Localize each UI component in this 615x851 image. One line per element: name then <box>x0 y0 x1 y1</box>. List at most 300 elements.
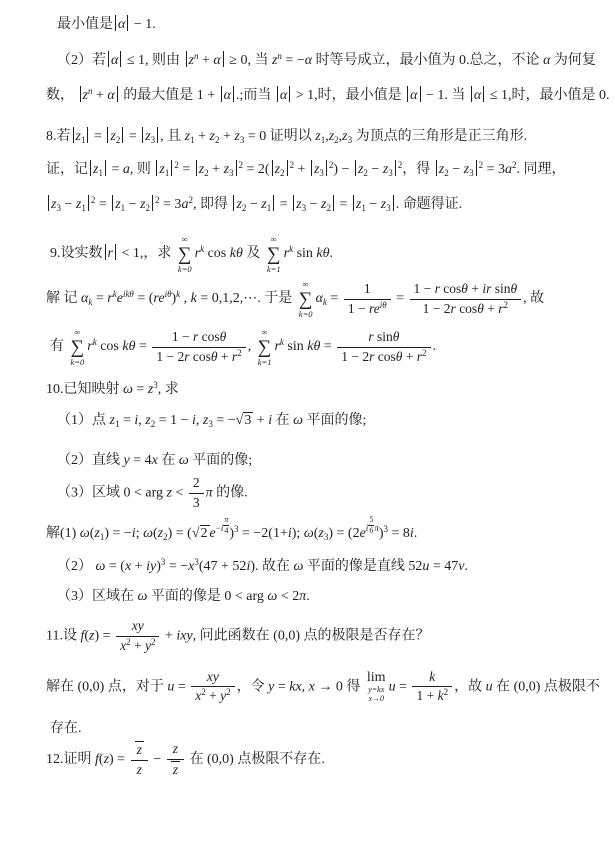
math-fraction <box>167 741 184 779</box>
math-text: , <box>301 679 309 695</box>
math-var: θ <box>210 348 218 364</box>
math-var: re <box>368 300 380 316</box>
math-line-2 <box>46 51 597 71</box>
abs-bar-right <box>233 86 234 102</box>
math-absolute-value <box>270 162 290 177</box>
math-text: 的像. <box>212 485 248 501</box>
math-text: cos <box>455 300 478 316</box>
math-superscript: k <box>112 289 117 300</box>
math-text: = 47 <box>429 558 459 574</box>
math-var: z <box>315 129 321 144</box>
math-text: , <box>247 339 255 355</box>
math-var: i <box>134 413 139 428</box>
math-text: 3 <box>192 494 200 510</box>
math-var: u <box>388 679 396 695</box>
math-text: 6 <box>369 525 374 535</box>
math-superscript: 2 <box>478 160 484 170</box>
math-line-15 <box>46 557 597 577</box>
math-square-root <box>192 525 210 541</box>
math-var: π <box>224 514 229 524</box>
abs-bar-right <box>127 15 128 31</box>
math-var: α <box>111 53 119 68</box>
math-var: r <box>87 339 93 355</box>
fraction-numerator <box>191 669 234 688</box>
abs-bar-left <box>471 86 472 102</box>
math-absolute-value <box>275 88 292 103</box>
math-text: ) = ( <box>167 525 192 541</box>
math-var: π <box>299 588 307 604</box>
math-superscript: 2 <box>503 299 508 310</box>
math-text: , 则 <box>129 162 155 177</box>
math-text: 9.设实数 <box>50 246 103 262</box>
abs-bar-left <box>48 195 49 211</box>
math-var: z <box>236 197 242 212</box>
fraction-numerator <box>223 515 229 526</box>
math-superscript: 3 <box>160 556 166 567</box>
math-var: kx <box>289 679 302 695</box>
math-text: 1 − 2 <box>156 348 185 364</box>
math-subscript: 3 <box>229 168 234 178</box>
math-line-8 <box>46 280 597 318</box>
math-text: 最小值是 <box>57 17 113 32</box>
math-text: − <box>306 197 322 212</box>
math-superscript: 3 <box>383 523 388 534</box>
math-line-13 <box>46 475 597 512</box>
math-text: − <box>149 752 165 768</box>
math-absolute-value <box>405 88 422 103</box>
math-var: i <box>365 522 369 533</box>
math-text: − 1. 当 <box>422 88 469 103</box>
math-var: z <box>274 162 281 177</box>
math-text: cos <box>374 348 396 364</box>
math-line-18 <box>46 668 600 706</box>
math-var: i <box>287 525 292 541</box>
math-text: 2 <box>192 475 200 490</box>
math-text: − <box>215 522 221 533</box>
abs-bar-left <box>90 160 91 176</box>
math-var: ω <box>293 558 304 574</box>
math-var: α <box>118 17 126 32</box>
sum-upper-limit: ∞ <box>74 327 81 337</box>
math-text: ) − <box>333 162 353 177</box>
math-text: 1 − 2 <box>422 300 451 316</box>
math-var: r <box>450 300 456 316</box>
math-var: α <box>223 88 231 103</box>
math-text: = <box>132 382 148 397</box>
math-text: + <box>92 88 108 103</box>
math-text: 有 <box>50 339 68 355</box>
sum-upper-limit: ∞ <box>302 279 309 289</box>
math-var: α <box>107 88 115 103</box>
math-absolute-value <box>469 88 486 103</box>
math-text: 12.证明 <box>46 752 95 768</box>
fraction-numerator <box>152 329 245 348</box>
math-text: cos <box>198 328 220 344</box>
math-superscript: 2 <box>512 160 517 170</box>
math-text: = − <box>281 53 305 68</box>
math-text: （3）区域 0 < arg <box>57 485 167 501</box>
math-subscript: 2 <box>334 135 339 145</box>
sigma-icon: ∑ <box>257 336 272 358</box>
math-var: u <box>167 679 175 695</box>
math-text: 8.若 <box>46 129 71 144</box>
math-text: 1 − <box>347 300 369 316</box>
math-var: θ <box>461 280 468 296</box>
abs-bar-right <box>289 86 290 102</box>
math-var: r <box>368 328 374 344</box>
math-text: 存在. <box>50 721 82 737</box>
math-text: ( <box>84 628 90 644</box>
sigma-icon: ∑ <box>177 243 192 265</box>
sum-lower-limit: k=0 <box>298 308 313 319</box>
math-text: ) <box>378 525 384 541</box>
math-var: x <box>195 688 202 704</box>
abs-bar-left <box>311 160 312 176</box>
sum-lower-limit: k=1 <box>266 263 281 274</box>
math-superscript: iθ <box>164 289 172 300</box>
math-absolute-value <box>291 197 336 212</box>
math-text: . 同理， <box>516 162 566 177</box>
math-text: cos <box>96 339 123 355</box>
math-var: z <box>157 525 164 541</box>
fraction-numerator <box>189 475 204 494</box>
math-var: z <box>463 162 470 177</box>
math-var: x <box>308 679 315 695</box>
math-limit <box>367 671 386 703</box>
math-superscript: 2 <box>237 347 242 358</box>
math-var: i <box>246 558 251 574</box>
math-line-11 <box>46 411 597 431</box>
math-var: ω <box>137 588 148 604</box>
math-var: r <box>498 300 504 316</box>
math-var: z <box>172 741 179 757</box>
fraction-numerator <box>344 281 391 300</box>
math-text: ( <box>98 752 104 768</box>
abs-bar-right <box>171 160 172 176</box>
math-var: θ <box>395 348 403 364</box>
math-var: ω <box>303 525 314 541</box>
radical-icon: √ <box>191 525 200 541</box>
math-text: 在 (0,0) 点极限不存在. <box>186 752 325 768</box>
math-var: α <box>304 53 313 68</box>
math-subscript: 3 <box>239 135 245 145</box>
math-text: 1 − <box>171 328 193 344</box>
abs-bar-left <box>355 160 356 176</box>
math-superscript: k <box>289 244 294 255</box>
math-var: r <box>192 328 199 344</box>
math-text: < 1,，求 <box>117 246 175 262</box>
math-subscript: 2 <box>241 203 247 213</box>
math-text: ) = <box>109 752 129 768</box>
math-line-1 <box>46 15 597 35</box>
math-summation <box>299 280 313 318</box>
math-text: ，得 <box>402 162 434 177</box>
math-text: 证，记 <box>46 162 88 177</box>
math-fraction <box>337 329 430 366</box>
math-text: ，故 <box>454 679 486 695</box>
math-text: 为顶点的三角形是正三角形. <box>352 129 528 144</box>
math-var: x <box>151 453 158 468</box>
math-text: = − <box>212 413 236 428</box>
math-text: = <box>274 679 290 695</box>
abs-bar-right <box>87 127 88 143</box>
math-var: z <box>103 752 110 768</box>
abs-bar-left <box>196 160 197 176</box>
math-absolute-value <box>78 88 120 103</box>
radical-icon: √ <box>235 413 244 428</box>
math-text: − <box>448 162 464 177</box>
fraction-denominator <box>116 637 159 655</box>
abs-bar-right <box>326 160 327 176</box>
abs-bar-left <box>277 86 278 102</box>
math-var: z <box>198 162 205 177</box>
math-text: . 命题得证. <box>395 197 463 212</box>
math-superscript: n <box>87 86 93 96</box>
math-line-14 <box>46 515 597 544</box>
math-subscript: 3 <box>323 531 329 542</box>
math-text: ，令 <box>236 679 269 695</box>
math-superscript <box>365 514 379 535</box>
fraction-numerator <box>410 281 522 300</box>
math-text: 解(1) <box>46 525 80 541</box>
math-text: ≥ 0, 当 <box>225 53 272 68</box>
math-text: + <box>131 558 147 574</box>
abs-bar-left <box>293 195 294 211</box>
math-line-16 <box>46 587 597 607</box>
math-text: = 3 <box>159 197 182 212</box>
math-text: + <box>208 162 224 177</box>
math-var: z <box>318 525 324 541</box>
math-var: α <box>410 88 418 103</box>
fraction-numerator <box>116 618 159 637</box>
math-absolute-value <box>46 197 91 212</box>
math-subscript: 3 <box>56 203 61 213</box>
math-text: + <box>217 348 232 364</box>
math-text: + <box>253 413 269 428</box>
abs-bar-left <box>80 86 81 102</box>
math-superscript: 2 <box>150 636 156 647</box>
math-var: z <box>202 413 209 428</box>
math-subscript: 1 <box>164 168 170 178</box>
math-var: a <box>122 162 130 177</box>
math-text: 时等号成立，最小值为 0.总之，不论 <box>312 53 544 68</box>
math-subscript: k <box>322 297 327 308</box>
fraction-denominator <box>412 687 452 705</box>
math-text: , <box>325 129 329 144</box>
math-text: = <box>335 197 351 212</box>
math-subscript: 3 <box>469 168 474 178</box>
math-text: ) = (2 <box>328 525 360 541</box>
math-var: θ <box>219 328 227 344</box>
math-var: ω <box>123 382 133 397</box>
math-superscript: iθ <box>379 299 387 310</box>
math-text: cos <box>439 280 462 296</box>
math-text: 1 + <box>416 688 438 704</box>
math-var: z <box>93 162 99 177</box>
math-text: 4 <box>224 525 229 535</box>
math-subscript: 1 <box>114 419 120 429</box>
math-text: − <box>125 197 141 212</box>
math-var: z <box>51 197 57 212</box>
math-superscript: 2 <box>289 160 295 170</box>
abs-bar-left <box>112 195 113 211</box>
math-text: 3 <box>244 413 252 428</box>
math-var: r <box>283 246 290 262</box>
abs-bar-left <box>107 127 108 143</box>
math-var: re <box>153 291 165 307</box>
math-text: sin <box>283 339 308 355</box>
math-subscript: 2 <box>145 203 151 213</box>
abs-bar-right <box>157 127 158 143</box>
math-var: i <box>131 525 136 541</box>
math-text: （2）直线 <box>57 453 124 468</box>
math-text: + <box>161 628 177 644</box>
math-absolute-value <box>103 246 118 261</box>
math-superscript: 2 <box>201 687 206 698</box>
math-var: z <box>321 197 327 212</box>
math-text: = 0 证明以 <box>244 129 316 144</box>
math-text: 1 − <box>413 280 435 296</box>
math-subscript: 1 <box>98 168 103 178</box>
math-text: sin <box>491 280 511 296</box>
math-text: ( <box>313 525 319 541</box>
math-var: z <box>110 129 116 144</box>
math-subscript: 2 <box>280 168 285 178</box>
math-subscript: 1 <box>320 135 326 145</box>
fraction-numerator <box>131 741 148 761</box>
math-text: 平面的像是 0 < arg <box>147 588 268 604</box>
math-text: = <box>92 291 108 307</box>
math-text: . <box>432 339 437 355</box>
math-absolute-value <box>309 162 329 177</box>
math-text: = 1 − <box>155 413 192 428</box>
math-text: = <box>395 679 411 695</box>
math-text: 为何复 <box>550 53 596 68</box>
math-text: 2 <box>200 525 208 541</box>
math-text: − <box>246 197 262 212</box>
abs-bar-left <box>105 244 106 260</box>
math-conjugate: z <box>172 762 179 778</box>
math-text: , 问此函数在 (0,0) 点的极限是否存在？ <box>192 628 430 644</box>
math-subscript: 2 <box>214 135 220 145</box>
math-text: = <box>119 413 135 428</box>
math-line-3 <box>46 86 610 106</box>
abs-bar-right <box>476 160 477 176</box>
math-text: ) <box>171 291 177 307</box>
math-subscript: 3 <box>150 135 156 145</box>
math-superscript: k <box>92 337 97 348</box>
fraction-denominator <box>191 687 234 705</box>
math-line-5 <box>46 160 597 180</box>
math-text: .;而当 <box>235 88 275 103</box>
math-line-20 <box>46 741 597 779</box>
abs-bar-right <box>117 86 118 102</box>
math-subscript: 2 <box>150 419 156 429</box>
limit-word: lim <box>366 669 386 685</box>
math-text: 1 <box>363 280 371 296</box>
math-superscript: 3 <box>234 523 239 534</box>
radicand <box>200 525 210 541</box>
math-line-6 <box>46 195 597 215</box>
math-text: < <box>171 485 187 501</box>
math-superscript: 3 <box>194 556 199 567</box>
math-text: = ( <box>105 558 125 574</box>
fraction-denominator <box>344 300 391 318</box>
math-var: k <box>190 291 197 307</box>
math-subscript: 2 <box>163 531 168 542</box>
math-var: z <box>89 628 95 644</box>
abs-bar-left <box>233 195 234 211</box>
math-subscript: k <box>88 297 93 308</box>
math-text: 平面的像; <box>303 413 367 428</box>
math-var: z <box>261 197 267 212</box>
math-absolute-value <box>219 88 236 103</box>
math-fraction <box>191 669 234 706</box>
math-fraction <box>412 669 452 706</box>
math-var: a <box>505 162 512 177</box>
math-fraction <box>189 475 204 512</box>
math-subscript: 1 <box>120 203 126 213</box>
math-text: = <box>95 197 111 212</box>
math-var: xy <box>206 668 219 684</box>
abs-bar-right <box>120 51 121 67</box>
abs-bar-left <box>436 160 437 176</box>
math-var: r <box>231 348 238 364</box>
math-var: z <box>184 129 191 144</box>
fraction-denominator <box>337 348 430 366</box>
math-var: r <box>107 291 113 307</box>
math-text: + <box>205 688 221 704</box>
abs-bar-left <box>186 51 187 67</box>
math-text: ) <box>156 558 161 574</box>
math-var: α <box>81 291 89 307</box>
math-subscript: 3 <box>319 168 324 178</box>
math-var: z <box>234 129 240 144</box>
math-var: i <box>220 522 224 533</box>
math-text: ). 故在 <box>250 558 294 574</box>
math-line-7 <box>46 235 597 273</box>
math-absolute-value <box>231 197 276 212</box>
math-text: → 0 得 <box>314 679 364 695</box>
math-superscript: n <box>194 51 199 61</box>
math-text: − 1. <box>130 17 156 32</box>
fraction-denominator <box>152 348 245 366</box>
abs-bar-left <box>115 15 116 31</box>
math-absolute-value <box>434 162 479 177</box>
math-var: ω <box>143 525 153 541</box>
math-var: e <box>209 525 216 541</box>
math-subscript: 1 <box>81 203 86 213</box>
math-text: . <box>413 525 418 541</box>
abs-bar-left <box>407 86 408 102</box>
math-absolute-value <box>194 162 239 177</box>
math-text: = <box>107 162 123 177</box>
math-var: z <box>145 129 151 144</box>
math-text: ≤ 1, 则由 <box>123 53 184 68</box>
math-var: α <box>543 53 551 68</box>
math-text: 数， <box>46 88 78 103</box>
abs-bar-right <box>287 160 288 176</box>
math-conjugate: z <box>136 742 142 758</box>
math-text: = ( <box>133 291 154 307</box>
math-text: . <box>329 246 333 262</box>
math-text: 解在 (0,0) 点，对于 <box>46 679 168 695</box>
math-text: + <box>467 280 483 296</box>
math-var: z <box>75 197 82 212</box>
math-var: y <box>123 453 130 468</box>
math-text: cos <box>189 348 211 364</box>
math-var: x <box>120 637 127 653</box>
